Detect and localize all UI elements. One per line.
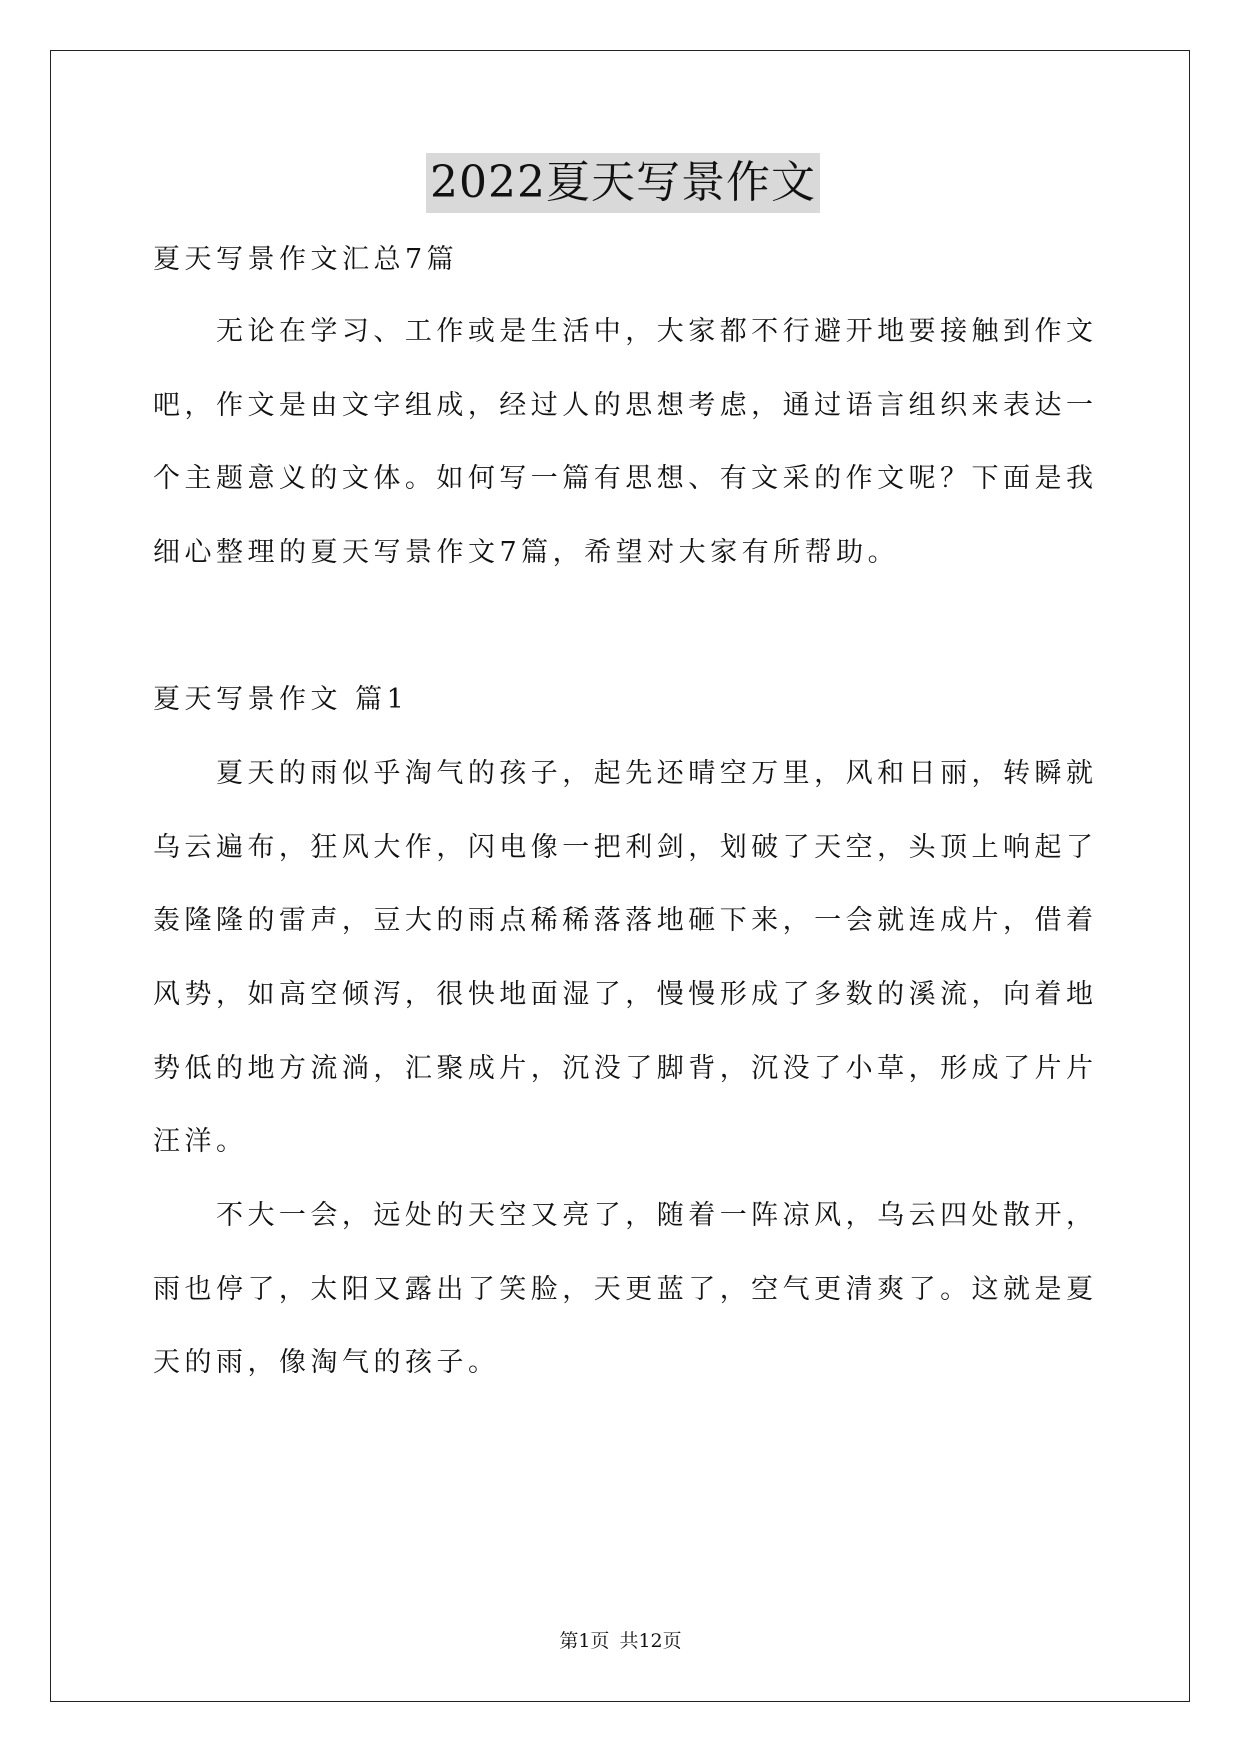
paragraph-line: 乌云遍布，狂风大作，闪电像一把利剑，划破了天空，头顶上响起了 — [153, 832, 1093, 863]
intro-line: 细心整理的夏天写景作文7篇，希望对大家有所帮助。 — [153, 537, 900, 568]
paragraph-line: 雨也停了，太阳又露出了笑脸，天更蓝了，空气更清爽了。这就是夏 — [153, 1274, 1093, 1305]
paragraph-line: 风势，如高空倾泻，很快地面湿了，慢慢形成了多数的溪流，向着地 — [153, 979, 1093, 1010]
paragraph-line: 夏天的雨似乎淘气的孩子，起先还晴空万里，风和日丽，转瞬就 — [153, 758, 1093, 789]
intro-line: 个主题意义的文体。如何写一篇有思想、有文采的作文呢？下面是我 — [153, 463, 1093, 494]
document-subtitle: 夏天写景作文汇总7篇 — [153, 244, 459, 275]
page-border — [50, 50, 1190, 1702]
paragraph-line: 势低的地方流淌，汇聚成片，沉没了脚背，沉没了小草，形成了片片 — [153, 1053, 1093, 1084]
title-container — [153, 153, 1093, 213]
page-total: 共12页 — [619, 1630, 682, 1652]
section-heading: 夏天写景作文 篇1 — [153, 684, 409, 715]
document-title: 2022夏天写景作文 — [426, 153, 820, 213]
paragraph-line: 不大一会，远处的天空又亮了，随着一阵凉风，乌云四处散开， — [153, 1200, 1093, 1231]
paragraph-line: 轰隆隆的雷声，豆大的雨点稀稀落落地砸下来，一会就连成片，借着 — [153, 905, 1093, 936]
paragraph-line: 汪洋。 — [153, 1126, 248, 1157]
page-number: 第1页 — [559, 1630, 610, 1652]
intro-line: 吧，作文是由文字组成，经过人的思想考虑，通过语言组织来表达一 — [153, 390, 1093, 421]
paragraph-line: 天的雨，像淘气的孩子。 — [153, 1347, 500, 1378]
intro-line: 无论在学习、工作或是生活中，大家都不行避开地要接触到作文 — [153, 316, 1093, 347]
page-footer — [0, 1628, 1241, 1654]
